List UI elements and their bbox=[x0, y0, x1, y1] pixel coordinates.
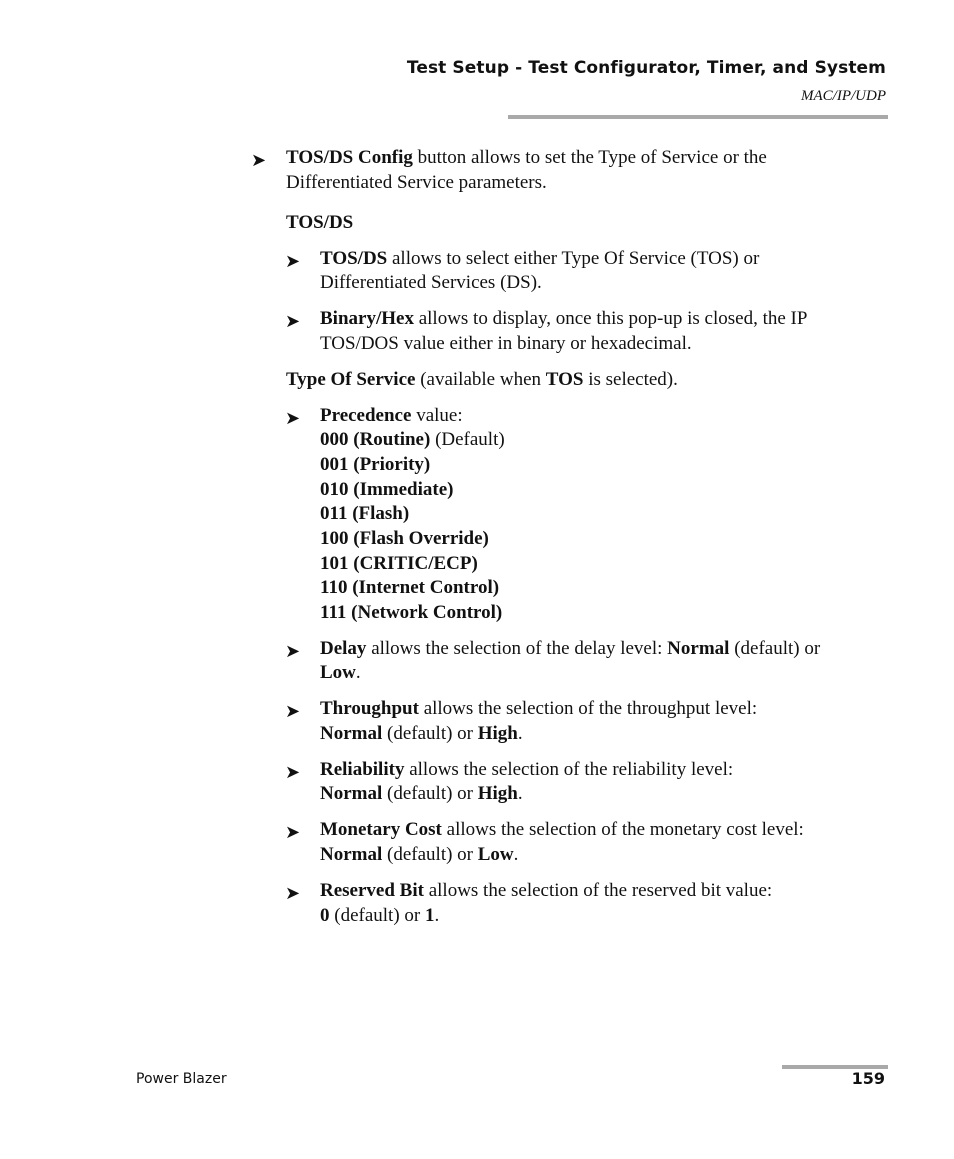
tos-config-term: TOS/DS Config bbox=[286, 147, 413, 168]
precedence-value: 011 (Flash) bbox=[320, 503, 410, 524]
tos-config-line-1: TOS/DS Config button allows to set the Type of Service or the bbox=[286, 147, 767, 168]
tos-ds-item-line-2: Differentiated Services (DS). bbox=[320, 272, 542, 293]
precedence-line: Precedence value: bbox=[320, 405, 463, 426]
precedence-value: 000 (Routine) (Default) bbox=[320, 429, 505, 450]
delay-line-2: Low. bbox=[320, 662, 361, 683]
reserved-bit-line-1: Reserved Bit allows the selection of the reserved bit value: bbox=[320, 880, 773, 901]
monetary-cost-line-2: Normal (default) or Low. bbox=[320, 844, 519, 865]
bullet-arrow-icon: ➤ bbox=[285, 883, 301, 903]
precedence-value: 100 (Flash Override) bbox=[320, 528, 489, 549]
bullet-arrow-icon: ➤ bbox=[285, 822, 301, 842]
monetary-cost-line-1: Monetary Cost allows the selection of the monetary cost level: bbox=[320, 819, 804, 840]
binary-hex-line-1: Binary/Hex allows to display, once this pop-up is closed, the IP bbox=[320, 308, 808, 329]
bullet-arrow-icon: ➤ bbox=[285, 762, 301, 782]
precedence-value: 001 (Priority) bbox=[320, 454, 431, 475]
bullet-arrow-icon: ➤ bbox=[285, 251, 301, 271]
tos-config-line-2: Differentiated Service parameters. bbox=[286, 172, 547, 193]
throughput-line-2: Normal (default) or High. bbox=[320, 723, 523, 744]
precedence-value: 111 (Network Control) bbox=[320, 602, 503, 623]
bullet-arrow-icon: ➤ bbox=[285, 311, 301, 331]
tos-ds-item-line-1: TOS/DS allows to select either Type Of Service (TOS) or bbox=[320, 248, 760, 269]
reliability-line-2: Normal (default) or High. bbox=[320, 783, 523, 804]
bullet-arrow-icon: ➤ bbox=[285, 641, 301, 661]
precedence-value: 110 (Internet Control) bbox=[320, 577, 500, 598]
binary-hex-line-2: TOS/DOS value either in binary or hexadecimal. bbox=[320, 333, 692, 354]
delay-line-1: Delay allows the selection of the delay level: Normal (default) or bbox=[320, 638, 821, 659]
precedence-value: 010 (Immediate) bbox=[320, 479, 454, 500]
page-header-subtitle: MAC/IP/UDP bbox=[801, 88, 886, 104]
bullet-arrow-icon: ➤ bbox=[251, 150, 267, 170]
section-heading-tos-ds: TOS/DS bbox=[286, 212, 354, 233]
precedence-value: 101 (CRITIC/ECP) bbox=[320, 553, 478, 574]
footer-product-name: Power Blazer bbox=[136, 1071, 227, 1087]
reserved-bit-line-2: 0 (default) or 1. bbox=[320, 905, 440, 926]
bullet-arrow-icon: ➤ bbox=[285, 701, 301, 721]
page-header-title: Test Setup - Test Configurator, Timer, and System bbox=[406, 58, 886, 78]
page-number: 159 bbox=[851, 1069, 885, 1088]
header-rule bbox=[508, 115, 888, 119]
type-of-service-paragraph: Type Of Service (available when TOS is selected). bbox=[286, 369, 678, 390]
bullet-arrow-icon: ➤ bbox=[285, 408, 301, 428]
throughput-line-1: Throughput allows the selection of the throughput level: bbox=[320, 698, 758, 719]
reliability-line-1: Reliability allows the selection of the reliability level: bbox=[320, 759, 734, 780]
